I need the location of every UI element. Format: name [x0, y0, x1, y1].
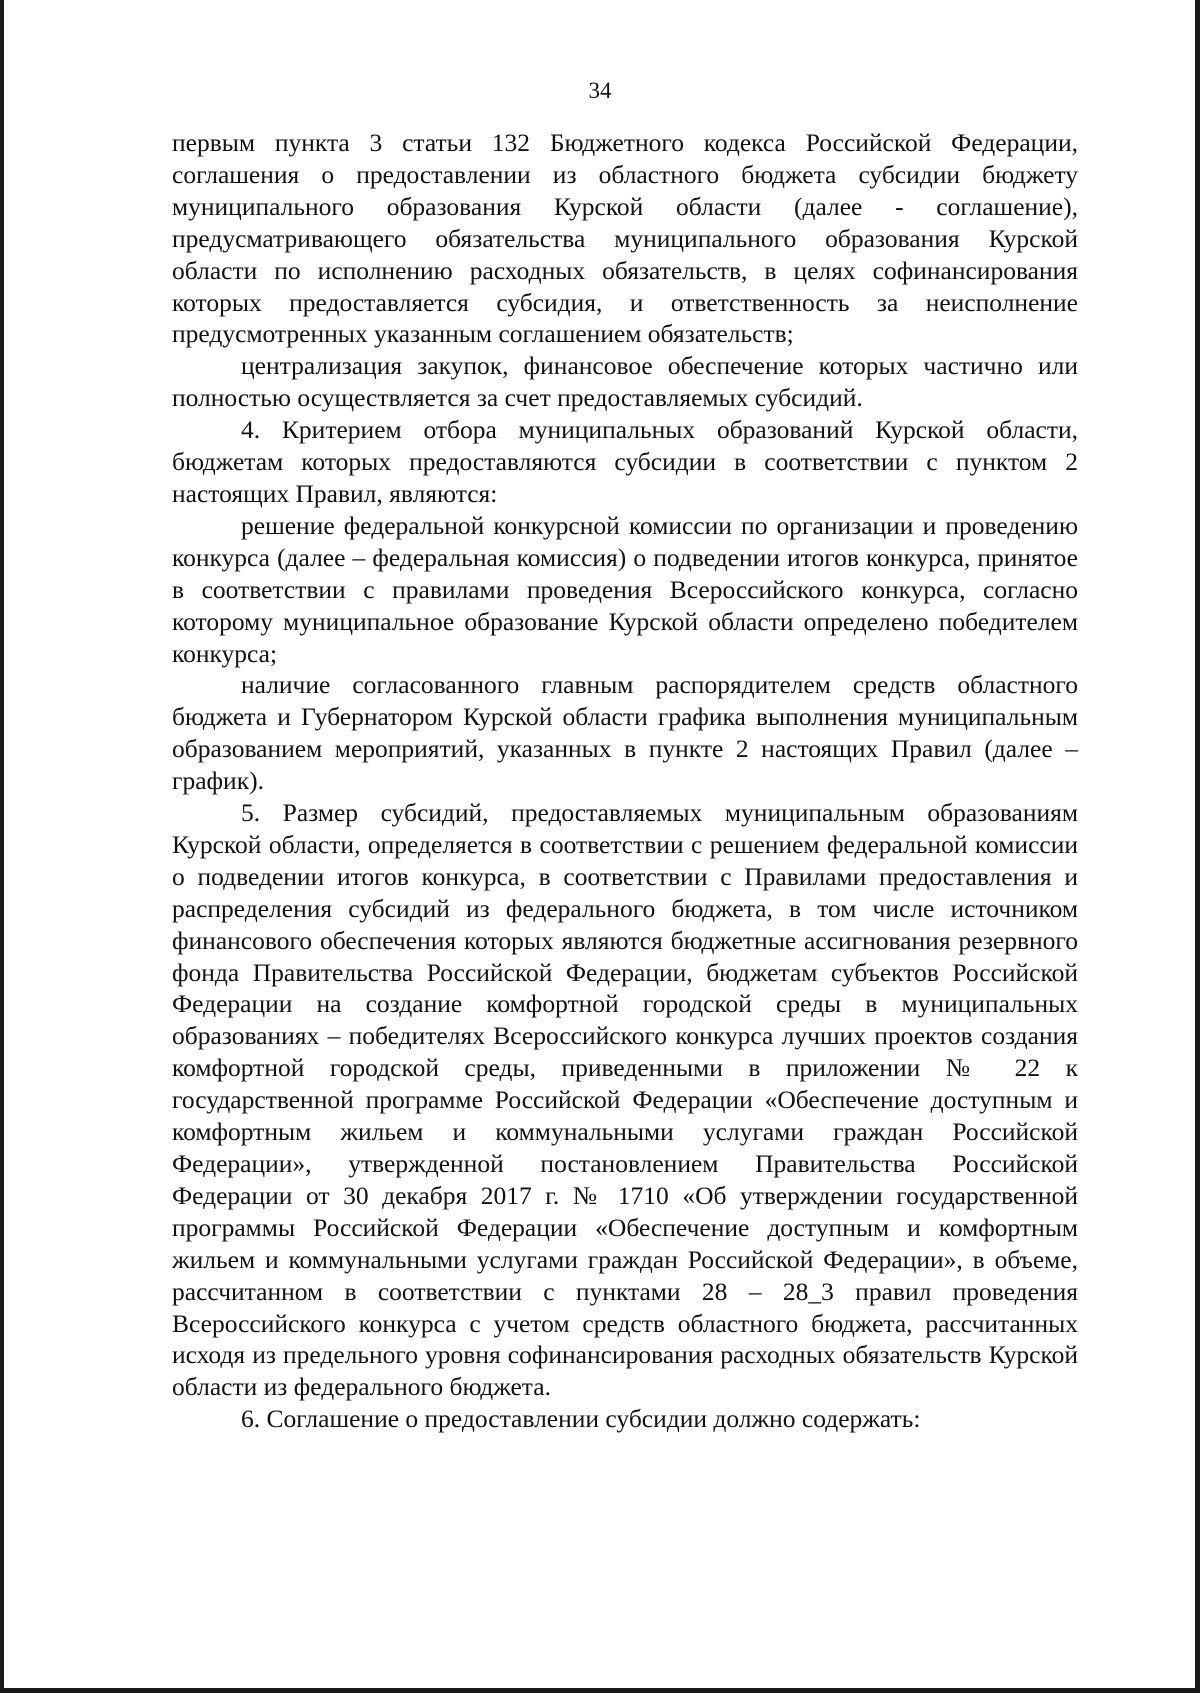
paragraph-item-5-subsidy-amount: 5. Размер субсидий, предоставляемых муниципальным образованиям Курской области, определяется в соответствии с решением федеральной комиссии о подведении итогов конкурса, в соответствии с Правилами предоставления и распределения субсидий из федерального бюджета, в том числе источником финансового обеспечения которых являются бюджетные ассигнования резервного фонда Правительства Российской Федерации, бюджетам субъектов Российской Федерации на создание комфортной городской среды в муниципальных образованиях – победителях Всероссийского конкурса лучших проектов создания комфортной городской среды, приведенными в приложении № 22 к государственной программе Российской Федерации «Обеспечение доступным и комфортным жильем и коммунальными услугами граждан Российской Федерации», утвержденной постановлением Правительства Российской Федерации от 30 декабря 2017 г. № 1710 «Об утверждении государственной программы Российской Федерации «Обеспечение доступным и комфортным жильем и коммунальными услугами граждан Российской Федерации», в объеме, рассчитанном в соответствии с пунктами 28 – 28_3 правил проведения Всероссийского конкурса с учетом средств областного бюджета, рассчитанных исходя из предельного уровня софинансирования расходных обязательств Курской области из федерального бюджета.: [172, 798, 1078, 1402]
paragraph-schedule-availability: наличие согласованного главным распорядителем средств областного бюджета и Губернатором Курской области графика выполнения муниципальным образованием мероприятий, указанных в пункте 2 настоящих Правил (далее – график).: [172, 670, 1078, 796]
document-body: [172, 127, 1078, 1435]
paragraph-continuation-soglashenie: первым пункта 3 статьи 132 Бюджетного кодекса Российской Федерации, соглашения о предоставлении из областного бюджета субсидии бюджету муниципального образования Курской области (далее - соглашение), предусматривающего обязательства муниципального образования Курской области по исполнению расходных обязательств, в целях софинансирования которых предоставляется субсидия, и ответственность за неисполнение предусмотренных указанным соглашением обязательств;: [172, 128, 1078, 349]
paragraph-item-6-agreement-contents: 6. Соглашение о предоставлении субсидии должно содержать:: [241, 1404, 921, 1434]
paragraph-item-4-criteria: 4. Критерием отбора муниципальных образований Курской области, бюджетам которых предоставляются субсидии в соответствии с пунктом 2 настоящих Правил, являются:: [172, 415, 1078, 508]
scan-border-left: [0, 0, 4, 1693]
paragraph-federal-commission-decision: решение федеральной конкурсной комиссии по организации и проведению конкурса (далее – федеральная комиссия) о подведении итогов конкурса, принятое в соответствии с правилами проведения Всероссийского конкурса, согласно которому муниципальное образование Курской области определено победителем конкурса;: [172, 510, 1078, 668]
paragraph-centralizaciya-zakupok: централизация закупок, финансовое обеспечение которых частично или полностью осуществляется за счет предоставляемых субсидий.: [172, 351, 1078, 413]
scan-border-bottom: [0, 1688, 1200, 1693]
scan-border-right: [1195, 0, 1200, 1693]
page-number: 34: [588, 78, 612, 103]
